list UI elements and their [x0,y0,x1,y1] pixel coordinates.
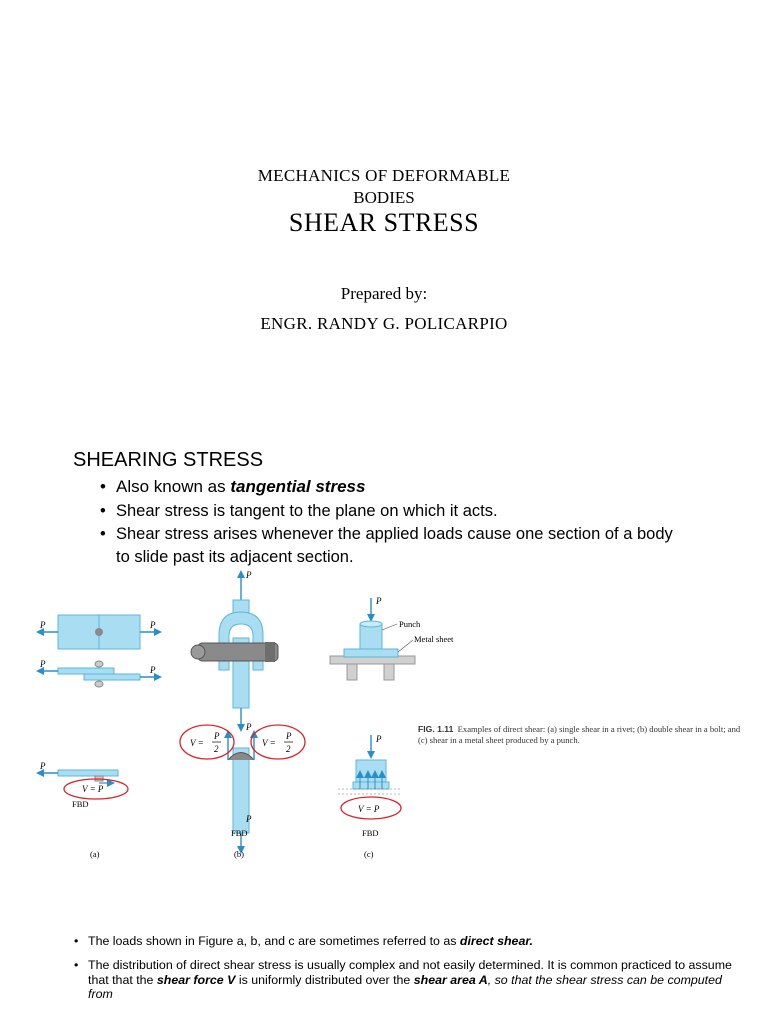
figure-caption [418,724,748,746]
bullet-text: Shear stress arises whenever the applied loads cause one section of a body to slide past its adjacent section. [116,525,673,566]
label-punch: Punch [399,619,421,629]
rivet-side-view [38,659,160,687]
punch-assembly [330,596,454,680]
emphasis-direct-shear: direct shear. [459,934,533,948]
figure-caption-text: Examples of direct shear: (a) single shear in a rivet; (b) double shear in a bolt; and (c) shear in a metal sheet produced by a punch. [418,724,741,745]
emphasis-tangential: tangential stress [230,477,366,496]
label-p: P [40,761,46,771]
punch-fbd [338,734,402,859]
section-heading: SHEARING STRESS [73,449,264,471]
label-sub-b: (b) [234,849,244,859]
label-p: P [246,722,252,732]
bullet-dot: • [100,477,106,496]
note-text: The distribution of direct shear stress is usually complex and not easily determined. It is common practiced to assume that that the shear force V is uniformly distributed over the shear area A, so that the shear stress can be computed from [88,958,732,1001]
author-name: ENGR. RANDY G. POLICARPIO [260,314,508,333]
note-text: The loads shown in Figure a, b, and c are sometimes referred to as direct shear. [88,934,533,948]
label-v-eq-p: V = P [82,784,104,794]
label-v-eq-p: V = P [358,804,380,814]
label-half-den: 2 [286,744,291,754]
label-p: P [150,665,156,675]
clevis-fbd [180,725,305,859]
label-half-num: P [286,731,292,741]
label-fbd: FBD [362,828,379,838]
label-half-num: P [214,731,220,741]
rivet-fbd [38,761,128,859]
label-fbd: FBD [231,828,248,838]
label-p: P [40,620,46,630]
label-sub-c: (c) [364,849,374,859]
bullet-dot: • [74,934,79,948]
figure-number: FIG. 1.11 [418,724,454,734]
bullet-dot: • [100,502,106,520]
course-title-line2: BODIES [353,188,415,207]
emphasis-shear-area: shear area A [413,972,488,987]
label-p: P [376,734,382,744]
clevis-bolt [191,570,278,732]
bullet-dot: • [100,525,106,543]
label-v-eq: V = [190,738,204,748]
label-fbd: FBD [72,799,89,809]
label-p: P [40,659,46,669]
bullet-dot: • [74,958,79,972]
emphasis-shear-force: shear force V [156,972,236,987]
bullet-text: Shear stress is tangent to the plane on which it acts. [116,502,498,520]
label-p: P [150,620,156,630]
label-p: P [246,570,252,580]
label-sub-a: (a) [90,849,100,859]
course-title-line1: MECHANICS OF DEFORMABLE [257,166,511,185]
highlight-ellipse-right [251,725,305,759]
rivet-top-view [38,615,160,649]
bullet-text: Also known as tangential stress [116,477,366,496]
label-p: P [376,596,382,606]
label-metal-sheet: Metal sheet [414,634,454,644]
label-p: P [246,814,252,824]
page-title: SHEAR STRESS [288,208,480,237]
highlight-ellipse-left [180,725,234,759]
label-v-eq: V = [262,738,276,748]
prepared-by-label: Prepared by: [340,284,428,303]
direct-shear-figure [0,560,768,870]
label-half-den: 2 [214,744,219,754]
